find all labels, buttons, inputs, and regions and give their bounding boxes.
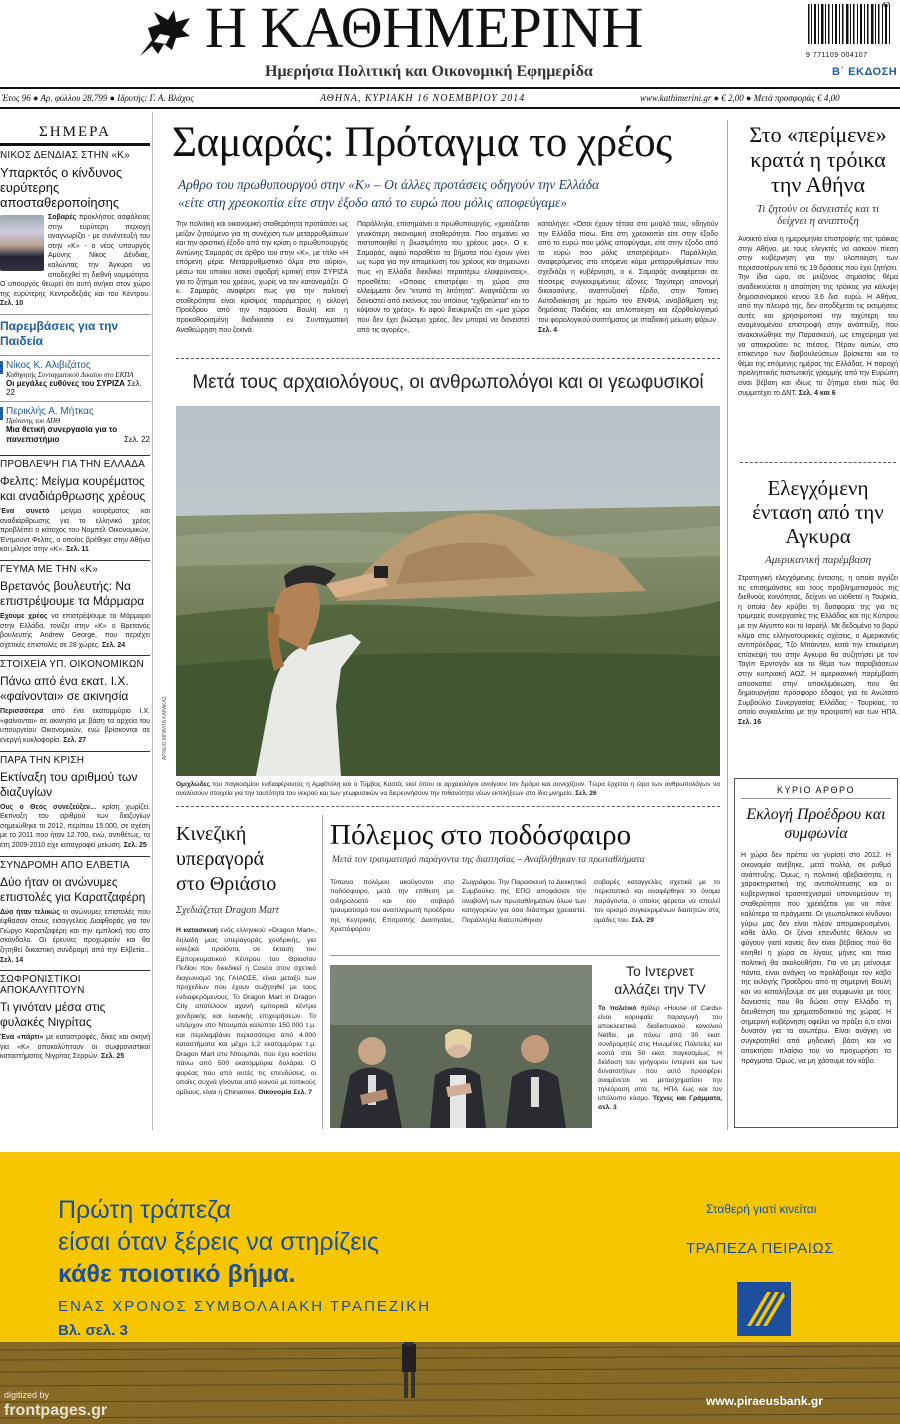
dragon-text: ενός ελληνικού «Dragon Mart», δηλαδή μιας υπεραγοράς χονδρικής, για κινεζικά προϊόντα, σε έκταση του Εμπορευματικού Κέντρου του Θριασίου Πεδίου που διεκδικεί η Cosco στον σχετικό διαγωνισμό της ΓΑΙΑΟΣΕ, είναι μεταξύ των προχεδίων που έχουν συζητηθεί με τους ενδιαφερόμενους. Το Dragon Mart in Dragon City αποτελούν αχανή εμπορικά κέντρα χονδρικής και λιανικής επιχειρήσεων. Το υπάρχον στο Ντουμπάι καλύπτει 150.000 τ.μ. και περιλαμβάνει περισσότερα από 4.000 καταστήματα και μέχρι 1,2 εκατομμύρια τ.μ. Dragon Mart στο Ντουμπάι, που έχει κοστίσει πάνω από 500 εκατομμύρια δολάρια. Ο φορέας που από αυτές τις επενδύσεις, οι οποίες συχνά γίνονται από κοινού με τοπικούς ομίλους, είναι η Chinamex. xyxy=(176,927,317,1096)
agkyra-headline[interactable]: Ελεγχόμενη ένταση από την Αγκυρα xyxy=(752,476,884,548)
photo-caption-wrap xyxy=(176,780,720,798)
agkyra-story xyxy=(738,476,898,728)
s6-label: ΠΑΡΑ ΤΗΝ ΚΡΙΣΗ xyxy=(0,754,85,766)
amphipolis-photo-graphic xyxy=(176,406,720,776)
agkyra-page[interactable]: Σελ. 16 xyxy=(738,718,762,726)
ad-ref[interactable]: Βλ. σελ. 3 xyxy=(58,1322,128,1339)
s3-label: ΠΡΟΒΛΕΨΗ ΓΙΑ ΤΗΝ ΕΛΛΑΔΑ xyxy=(0,458,146,470)
s2-a-page[interactable]: Σελ. 22 xyxy=(6,378,142,397)
s2-a-name: Νίκος Κ. Αλιβιζάτος xyxy=(6,359,91,371)
field-graphic xyxy=(0,1342,900,1424)
s3-text: μείγμα κουρέματος και αναδιάρθρωσης για το ελληνικό χρέος προβλέπει ο κάτοχος του Νομπέλ Οικονομικών, Έντμουντ Φελπς, ο οποίος βρέθηκε στην Αθήνα και μίλησε στην «Κ». xyxy=(0,507,150,554)
troika-story xyxy=(738,122,898,398)
s6-lead: Ους ο Θεός συνεζεύξεν... xyxy=(0,803,96,811)
football-col-3 xyxy=(594,878,720,925)
football-deck: Μετά τον τραυματισμό παράγοντα της διαιτησίας – Αναβλήθηκαν τα πρωταθλήματα xyxy=(332,855,645,865)
issue-info: Έτος 96 ● Αρ. φύλλου 28.799 ● Ιδρυτής: Γ. Α. Βλάχος xyxy=(2,93,194,103)
s5-title: Πάνω από ένα εκατ. Ι.Χ. «φαίνονται» σε ακινησία xyxy=(0,674,129,704)
barcode-number: 9 771109 004107 xyxy=(806,52,868,59)
dragon-divider xyxy=(322,815,323,1129)
dragon-story xyxy=(176,822,316,1097)
issue-date: ΑΘΗΝΑ, ΚΥΡΙΑΚΗ 16 ΝΟΕΜΒΡΙΟΥ 2014 xyxy=(320,93,526,104)
agkyra-deck: Αμερικανική παρέμβαση xyxy=(765,554,871,566)
s6-page[interactable]: Σελ. 25 xyxy=(123,842,147,850)
s2-b-page[interactable]: Σελ. 22 xyxy=(124,434,150,444)
s2-a-role: Καθηγητής Συνταγματικού Δικαίου στο ΕΚΠΑ xyxy=(6,370,134,379)
lead-headline[interactable]: Σαμαράς: Πρόταγμα το χρέος xyxy=(172,119,672,166)
football-col-2-text: Ζωγράφου. Την Παρασκευή το Διοικητικό Συμβούλιο της ΕΠΟ αποφάσισε την αναβολή των πρωταθλημάτων όλων των κατηγοριών για όσο διάστημα χρειαστεί. Παράλληλα διατυπώθηκαν xyxy=(462,879,586,924)
ad-line-3: κάθε ποιοτικό βήμα. xyxy=(58,1260,296,1288)
ad-slogan: Σταθερή γιατί κινείται xyxy=(706,1202,817,1216)
masthead-title: Η ΚΑΘΗΜΕΡΙΝΗ xyxy=(205,0,643,60)
s4-page[interactable]: Σελ. 24 xyxy=(102,641,126,649)
photo-credit: ΑΡΧΕΙΟ ΜΠΑΛΤΑ ΚΑΡΑΚΑΣ xyxy=(162,696,168,760)
s8-label: ΣΩΦΡΟΝΙΣΤΙΚΟΙ ΑΠΟΚΑΛΥΠΤΟΥΝ xyxy=(0,974,85,997)
dragon-lead: Η κατασκευή xyxy=(176,927,218,934)
barcode-graphic xyxy=(806,4,894,54)
internet-text: θρίλερ «House of Cards» είναι κορυφαία παραγωγή του αποκλειστικά διαδικτυακού καναλιού Netflix, με πάνω από 30 εκατ. συνδρομητές στις Ηνωμένες Πολιτείες και κοντά στα 50 εκατ. παγκοσμίως. Η διάδοση του γρήγορου Ιντερνετ και των δυνατοτήτων που αυτό προσφέρει αναμένεται να μετασχηματίσει την τηλεόραση από τις ΗΠΑ έως και τον υπόλοιπο κόσμο. xyxy=(598,1005,722,1102)
lead-col-3: καταλήγει: «Οσοι έχουν τέτοια στο μυαλό τους, οδηγούν την Ελλάδα πίσω. Είτε στη χρεοκοπία είτε στην έξοδο από το ευρώ που μόλις αποφύγαμε, είτε στην έξοδο από το ευρώ που μόλις αποτρέψαμε». Παράλληλα, αναφερόμενος στο επόμενο κύμα μεταρρυθμίσεων που σχεδιάζει η κυβέρνηση, ο κ. Σαμαράς αναφέρεται σε τέσσερις συγκεκριμένους άξονες: Ταχύτερη απονομή δικαιοσύνης, αναπτυξιακή έξοδο, στην Τοπική Αυτοδιοίκηση με πρώτο τον ΕΝΦΙΑ, αναβάθμιση της δημόσιας Παιδείας και απλοποίηση και εξορθολογισμό του φορολογικού συστήματος με σταδιακή μείωση φόρων. xyxy=(538,221,718,324)
agkyra-text: Στρατηγική ελεγχόμενης έντασης, η οποία αγγίζει τις επισημάνσεις και τους προβληματισμούς της διεθνούς κοινότητας, δείχνει να υιοθετεί η Τουρκία, η οποία δεν κρύβει τη δυσφορία της για τις τριμερείς συνεργασίες της Ελλάδας και της Κύπρου με την Αίγυπτο και το Ισραήλ. Με δεδομένο το βαρύ κλίμα στις ελληνοτουρκικές σχέσεις, ο Αμερικανός αντιπρόεδρος, Τζο Μπάιντεν, κατά την επικείμενη επίσκεψή του στην Αγκυρα θα συζητήσει με τον Ταγίπ Ερντογάν και το θέμα των παραβιάσεων στην κυπριακή ΑΟΖ. Η αμερικανική παρέμβαση αποσκοπεί στην αποκλιμάκωση, που θα δημιουργήσει πρόσφορο έδαφος για το Ανώτατο Συμβούλιο Συνεργασίας Ελλάδας - Τουρκίας, το οποίο συγκαλείται με την προτροπή και των ΗΠΑ. xyxy=(738,575,898,717)
s3-title: Φελπς: Μείγμα κουρέματος και αναδιάρθρωσης χρέους xyxy=(0,473,146,503)
troika-dashed-rule xyxy=(740,462,896,463)
s3-lead: Ένα συνετό xyxy=(0,507,50,515)
football-col-1-text: Τύπανα πολέμου ακούγονται στο ποδόσφαιρο, μετά την επίθεση με σιδηρολοστό και τον σοβαρό τραυματισμό του αναπληρωτή προέδρου της Κεντρικής Επιτροπής Διαιτησίας, Χριστόφορου xyxy=(330,879,454,934)
troika-text: Ανοικτό είναι η ημερομηνία επιστροφής της τρόικας στην Αθήνα, με τους ελεγκτές να ασκούν πίεση στην κυβέρνηση για την υλοποίηση των περισσοτέρων από τις 19 δράσεις που έχει ζητήσει. Την ίδια ώρα, σε μείζονος σημασίας θέμα αναδεικνύεται η απαίτηση της τρόικας για κάλυψη δημοσιονομικού κενού 3,6 δισ. ευρώ. Η Αθήνα, από την πλευρά της, δεν αποδέχεται τις εκτιμήσεις αυτές και χρησιμοποιεί την ταχύτερη του αναμενομένου επιστροφή στην ανάπτυξη, που ανακοινώθηκε την Παρασκευή, ως επιχείρημα για να αποκρούσει τις πιέσεις. Πέραν αυτών, στο επίκεντρο των διαβουλεύσεων βρίσκεται και το θέμα της επόμενης ημέρας της Ελλάδας. Η παροχή προληπτικής πιστωτικής γραμμής από την Ευρώπη είναι βέβαιη και ιδίως το ζήτημα είναι πώς θα συμμετέχει το ΔΝΤ. xyxy=(738,236,898,397)
s1-text: προκλήσεις ασφάλειας στην ευρύτερη περιοχή αναγνωρίζει - με συνέντευξή του στην «Κ» - ο νέος υπουργός Αμύνης Νίκος Δένδιας, καλώντας την Άγκυρα να αποδεχθεί τη διεθνή νομιμότητα. Ο υπουργός θεωρεί ότι αυτή ανήκει στον χώρο της ευρύτερης Κεντροδεξιάς και του Κέντρου. xyxy=(0,214,150,298)
ad-bank-name: ΤΡΑΠΕΖΑ ΠΕΙΡΑΙΩΣ xyxy=(686,1240,834,1257)
s4-title: Βρετανός βουλευτής: Να επιστρέψουμε τα Μάρμαρα xyxy=(0,578,145,608)
sidebar-divider xyxy=(152,112,153,1130)
s3-page[interactable]: Σελ. 11 xyxy=(66,546,89,554)
dendias-photo xyxy=(0,215,44,271)
s5-text: από ένα εκατομμύριο Ι.Χ. «φαίνονται» σε ακινησία με βάση τα αρχεία του υπουργείου Οικονομικών, ενώ βρίσκονται σε ενεργή κυκλοφορία. xyxy=(0,708,150,745)
photo-title: Μετά τους αρχαιολόγους, οι ανθρωπολόγοι και οι γεωφυσικοί xyxy=(192,372,704,393)
editorial-label: ΚΥΡΙΟ ΑΡΘΡΟ xyxy=(741,785,891,799)
s5-label: ΣΤΟΙΧΕΙΑ ΥΠ. ΟΙΚΟΝΟΜΙΚΩΝ xyxy=(0,659,144,671)
house-of-cards-photo xyxy=(330,965,592,1128)
s4-label: ΓΕΥΜΑ ΜΕ ΤΗΝ «Κ» xyxy=(0,563,98,575)
piraeus-logo-icon xyxy=(737,1282,791,1336)
s4-text: να επιστρέψουμε τα Μάρμαρα στην Ελλάδα, τονίζει στην «Κ» ο Βρετανός βουλευτής Andrew George, που περιέχει σχετικές επιστολές σε 28 χώρες. xyxy=(0,612,151,649)
house-of-cards-graphic xyxy=(330,965,592,1128)
ad-tagline: ΕΝΑΣ ΧΡΟΝΟΣ ΣΥΜΒΟΛΑΙΑΚΗ ΤΡΑΠΕΖΙΚΗ xyxy=(58,1298,432,1315)
sidebar xyxy=(0,112,150,1062)
s7-page[interactable]: Σελ. 14 xyxy=(0,956,24,964)
s1-lead: Σοβαρές xyxy=(48,214,77,221)
s2-b-bar xyxy=(0,407,3,420)
s4-lead: Εχουμε χρέος xyxy=(0,612,48,620)
s1-page[interactable]: Σελ. 10 xyxy=(0,300,24,308)
amphipolis-photo xyxy=(176,406,720,776)
s1-label: ΝΙΚΟΣ ΔΕΝΔΙΑΣ ΣΤΗΝ «Κ» xyxy=(0,150,130,161)
s7-lead: Δύο ήταν τελικώς xyxy=(0,908,60,916)
s7-label: ΣΥΝΔΡΟΜΗ ΑΠΟ ΕΛΒΕΤΙΑ xyxy=(0,859,130,871)
s7-text: οι ανώνυμες επιστολές που έφθασαν στους εισαγγελείς Διαφθοράς για τον Γιώργο Καρατζαφέρη και την εμπλοκή του στο σκάνδαλο. Οι έρευνες προχωρούν και θα ζητηθεί δικαστική συνδρομή από την Ελβετία... xyxy=(0,908,150,954)
s8-text: με καταστροφές, δίκες και σκηνή για «Κ» αποκαλύπτουν οι σωφρονιστικοί καταστήματος Νιγρίτας Σερρών. xyxy=(0,1034,151,1061)
s2-a-bar xyxy=(0,361,3,374)
s6-title: Εκτίναξη του αριθμού των διαζυγίων xyxy=(0,769,138,799)
football-col-3-text: σοβαρές καταγγελίες σχετικά με το περιστατικό και αναφέρθηκε το όνομα παράγοντα, ο οποίος φέρεται να απειλεί τον ορισμό συγκεκριμένων διαιτητών στις ομάδες του. xyxy=(594,879,720,924)
troika-deck: Τι ζητούν οι δανειστές και τι δείχνει η αναπτυξη xyxy=(756,203,880,227)
watermark-1: digitized by xyxy=(4,1390,50,1400)
s2-link[interactable]: Παρεμβάσεις για την Παιδεία xyxy=(0,318,119,348)
lead-dashed-rule xyxy=(176,358,720,359)
editorial-text: Η χώρα δεν πρέπει να γυρίσει στο 2012. Η οικονομία ανέβηκε, μετά πολλά, σε ρυθμό ανάπτυξης. Όμως, η πολιτική αβεβαιότητα, η χαρακτηριστική της αντιπολίτευσης και οι κυβερνητικοί ερασιτεχνισμοί υπονομεύουν τη σταθερότητα που χρειάζεται για να πάνε καλύτερα τα πράγματα. Οι γεωπολιτικοί κίνδυνοι γύρω μας δεν είναι πλέον απομακρυσμένοι, κάθε άλλο. Οι ξένοι επενδυτές θέλουν να φύγουν γιατί κανείς δεν είναι βέβαιος πού θα κινηθεί η χώρα σε λίγους μήνες και ποια πολιτική θα ακολουθήσει. Για να μη μείνουμε πάντα, είναι ανάγκη να προλάβουμε τον κάβο της εκλογής Προέδρου από τη σημερινή Βουλή και να καταλήξουμε σε μια συμφωνία με τους δανειστές που θα δώσει στην Ελλάδα τη διευθέτηση του χρηματοδοτικού της χώρας. Η σημερινή κυβέρνηση οφείλει να πράξει ό,τι είναι δυνατόν για τα ανωτέρω. Είναι ανάγκη να συγκροτηθεί από μηδενική βάση και να αποκτήσει πλαίσιο του να προχωρήσει τα πράγματα. Όμως, να μη χάσουμε τον κάβο. xyxy=(741,852,891,1065)
internet-headline[interactable]: Το Ιντερνετ αλλάζει την TV xyxy=(614,963,706,997)
lead-col-3-page[interactable]: Σελ. 4 xyxy=(538,326,558,334)
s2-b-name: Περικλής Α. Μήτκας xyxy=(6,405,94,417)
lead-deck-2: «είτε στη χρεοκοπία είτε στην έξοδο από το ευρώ που μόλις αποφεύγαμε» xyxy=(178,195,568,210)
lead-deck-1: Αρθρο του πρωθυπουργού στην «Κ» – Οι άλλες προτάσεις οδηγούν την Ελλάδα xyxy=(178,177,600,192)
barcode xyxy=(806,4,894,60)
internet-story xyxy=(598,962,722,1112)
lead-col-3-wrap xyxy=(538,220,718,350)
s2-b-title: Μια θετική συνεργασία για το πανεπιστήμιο xyxy=(6,424,118,444)
editorial-box xyxy=(734,778,898,1128)
lead-col-1: Την πολιτική και οικονομική σταθερότητα προτάσσει ως μείζον ζητούμενο για τη συνέχιση των μεταρρυθμίσεων και την οριστική έξοδο από την κρίση ο πρωθυπουργός Αντώνης Σαμαράς σε άρθρο του στην «Κ», με τίτλο «Η επόμενη μέρα: Μεταρρυθμιστικό άλμα στο αύριο», μέσω του οποίου ασκεί σφοδρή κριτική στον ΣΥΡΙΖΑ για το ζήτημα του χρέους, χωρίς να τον κατονομάζει. Ο κ. Σαμαράς αναφέρει πως για την πολιτική σταθερότητα είναι κρίσιμος παράμετρος η εκλογή Προέδρου από την παρούσα Βουλή και η προκαθορισμένη διαδικασία εν Συνταγματική Αναθεώρηση που ξεκινά. xyxy=(176,221,348,334)
football-headline[interactable]: Πόλεμος στο ποδόσφαιρο xyxy=(330,819,632,851)
dragon-page[interactable]: Οικονομία Σελ. 7 xyxy=(258,1088,312,1096)
ad-line-1: Πρώτη τράπεζα xyxy=(58,1196,231,1224)
masthead xyxy=(0,0,900,108)
watermark-2: frontpages.gr xyxy=(4,1402,108,1419)
barcode-issue: 47 xyxy=(882,2,890,9)
s8-title: Τι γινόταν μέσα στις φυλακές Νιγρίτας xyxy=(0,1000,106,1030)
pegasus-logo-icon xyxy=(130,6,198,62)
s6-text: κρίση χωρίζει. Εκτίναξη του αριθμού των διαζυγίων σημειώθηκε το 2012, περίπου 15.000, σε σχέση με το 2011 που ήταν 12.700, ενώ, αντιθέτως, τα έτη 2009-2010 είχε καταγραφεί μείωση. xyxy=(0,803,150,850)
lead-col-2: Παράλληλα, επισημαίνει ο πρωθυπουργός, «χρειάζεται γενικότερη οικονομική σταθερότητα. Που σημαίνει να πιστοποιηθεί η βιωσιμότητα του χρέους μας». Ο κ. Σαμαράς, αφού παραθέτει τα βήματα που έχουν γίνει ως τώρα για την απομείωση του χρέους και σημειώνει πως «η Ελλάδα διεκδικεί περαιτέρω ελαφρύνσεις», προσθέτει: «Οποιος επιστρέφει τη χώρα στα ελλείμματα δεν “κτυπά τη λιτότητα”. Αναγκάζεται να δανειστεί από εκείνους του οποίους “εχθρεύεται” και το κόψουν το χρέος». Κι αφού διευκρινίζει ότι «μια χώρα που δεν έχει βιώσιμο χρέος, δεν μπορεί να δανειστεί από τις αγορές», xyxy=(357,221,529,334)
football-col-2 xyxy=(462,878,586,925)
piraeus-logo-graphic xyxy=(737,1282,791,1336)
price-info: www.kathimerini.gr ● € 2,00 ● Μετά προσφοράς € 4,00 xyxy=(640,93,840,103)
s5-page[interactable]: Σελ. 27 xyxy=(63,737,87,745)
sidebar-heading: ΣΗΜΕΡΑ xyxy=(39,124,111,140)
football-col-1 xyxy=(330,878,454,934)
right-divider xyxy=(727,120,728,1130)
editorial-headline[interactable]: Εκλογή Προέδρου και συμφωνία xyxy=(746,806,886,842)
s7-title: Δύο ήταν οι ανώνυμες επιστολές για Καρατζαφέρη xyxy=(0,874,146,904)
internet-page[interactable]: Τέχνες και Γράμματα, σελ. 3 xyxy=(598,1095,723,1111)
s8-page[interactable]: Σελ. 25 xyxy=(101,1053,125,1061)
masthead-subtitle: Ημερήσια Πολιτική και Οικονομική Εφημερίδα xyxy=(265,63,593,80)
troika-page[interactable]: Σελ. 4 και 6 xyxy=(798,389,836,397)
piraeus-bank-ad[interactable] xyxy=(0,1152,900,1424)
s1-title: Υπαρκτός ο κίνδυνος ευρύτερης αποσταθεροποίησης xyxy=(0,165,123,210)
ad-line-2: είσαι όταν ξέρεις να στηρίζεις xyxy=(58,1228,379,1256)
s2-a-title: Οι μεγάλες ευθύνες του ΣΥΡΙΖΑ xyxy=(6,378,125,388)
photo-caption-page[interactable]: Σελ. 26 xyxy=(575,790,597,797)
masthead-rule-bottom xyxy=(0,107,900,109)
dragon-deck: Σχεδιάζεται Dragon Mart xyxy=(176,905,279,916)
photo-caption-lead: Ομιχλώδες xyxy=(176,781,211,788)
football-page[interactable]: Σελ. 29 xyxy=(631,916,654,924)
ad-url[interactable]: www.piraeusbank.gr xyxy=(706,1394,823,1408)
s8-lead: Ένα «πάρτι» xyxy=(0,1034,44,1042)
s2-b-role: Πρύτανης του ΑΠΘ xyxy=(6,416,61,425)
edition-label: Β΄ ΕΚΔΟΣΗ xyxy=(832,66,898,78)
s5-lead: Περισσότερα xyxy=(0,708,44,716)
football-rule xyxy=(330,955,720,956)
internet-lead: Το πολιτικό xyxy=(598,1005,637,1012)
troika-headline[interactable]: Στο «περίμενε» κρατά η τρόικα την Αθήνα xyxy=(749,122,887,197)
dragon-headline[interactable]: Κινεζική υπεραγορά στο Θριάσιο xyxy=(176,823,277,895)
photo-dashed-rule xyxy=(176,806,720,807)
photo-caption: του παγκοσμίου ενδιαφέροντος η Αμφίπολη και ο Τύμβος Καστά, εκεί όπου οι αρχαιολόγοι ανοίγουν τον δρόμο και συνεχίζουν. Τώρα έρχεται η ώρα των ανθρωπολόγων να αναλύσουν στοιχεία για την ταυτότητα του νεκρού και των γεωφυσικών να διερευνήσουν την πιθανότητα νέων εκπλήξεων στο ίδιο μνημείο. xyxy=(176,781,721,797)
masthead-rule-top xyxy=(0,87,900,89)
